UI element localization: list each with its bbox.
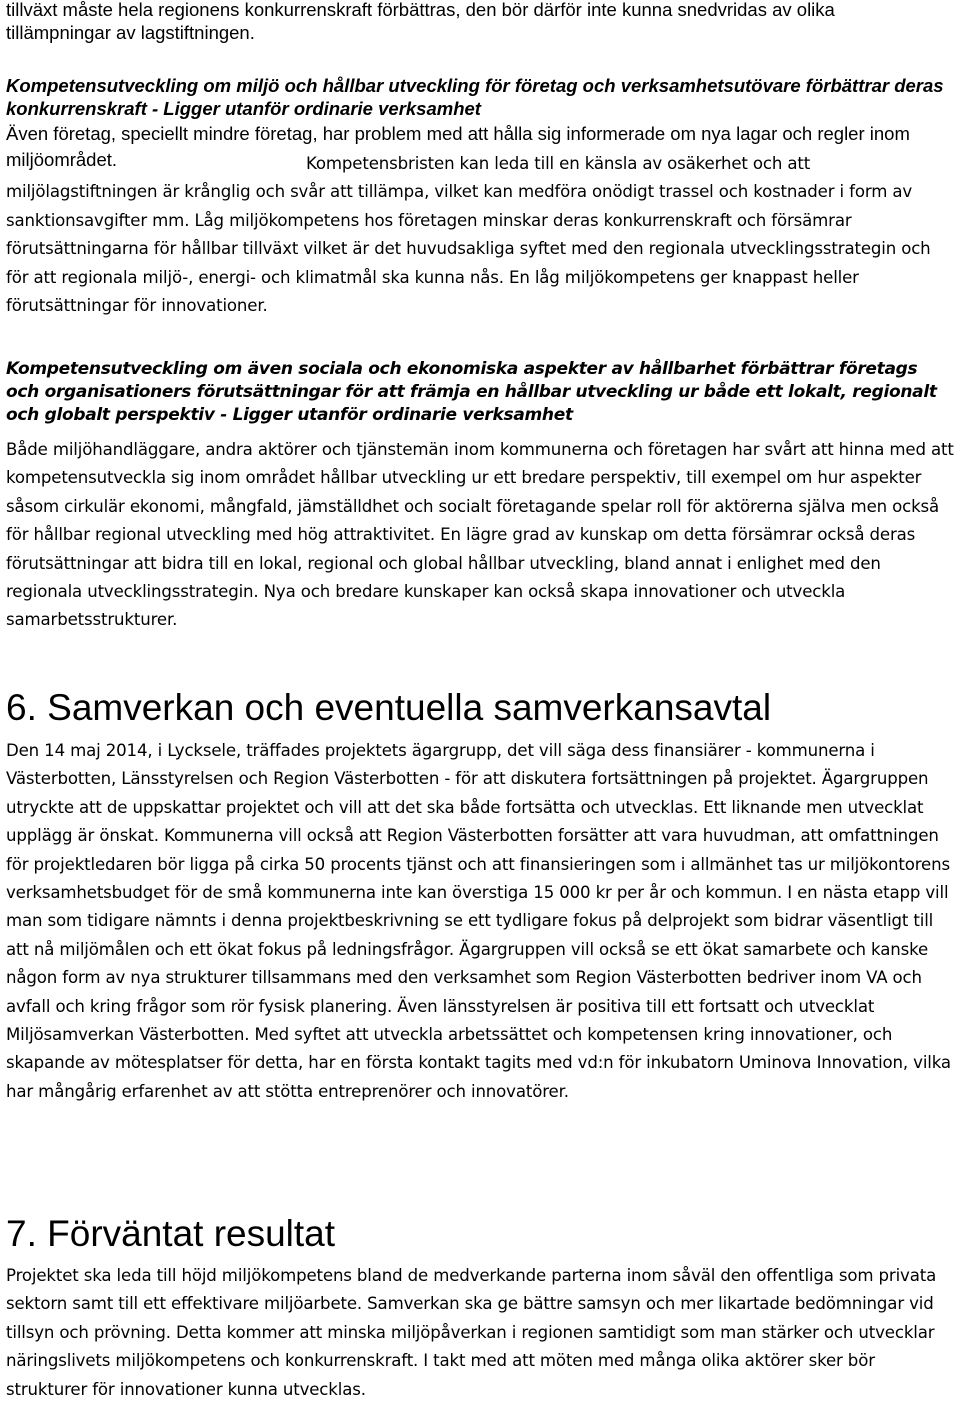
section-6-heading: 6. Samverkan och eventuella samverkansavtal: [6, 687, 772, 728]
section-6-paragraph: Den 14 maj 2014, i Lycksele, träffades projektets ägargrupp, det vill säga dess finansiärer - kommunerna i Västerbotten, Länsstyrelsen och Region Västerbotten - för att diskutera fortsättningen på projektet. Ägargruppen utryckte att de uppskattar projektet och vill att det ska både fortsätta och utvecklas. Ett liknande men utvecklat upplägg är önskat. Kommunerna vill också att Region Västerbotten forsätter att vara huvudman, att omfattningen för projektledaren bör ligga på cirka 50 procents tjänst och att finansieringen som i allmänhet tas ur miljökontorens verksamhetsbudget för de små kommunerna inte kan överstiga 15 000 kr per år och kommun. I en nästa etapp vill man som tidigare nämnts i denna projektbeskrivning se ett tydligare fokus på delprojekt som bidrar väsentligt till att nå miljömålen och ett ökat fokus på ledningsfrågor. Ägargruppen vill också se ett ökat samarbete och kanske någon form av nya strukturer tillsammans med den verksamhet som Region Västerbotten bedriver inom VA och avfall och kring frågor som rör fysisk planering. Även länsstyrelsen är positiva till ett fortsatt och utvecklat Miljösamverkan Västerbotten. Med syftet att utveckla arbetssättet och kompetensen kring innovationer, och skapande av mötesplatser för detta, har en första kontakt tagits med vd:n för inkubatorn Uminova Innovation, vilka har mångårig erfarenhet av att stötta entreprenörer och innovatörer.: [6, 741, 951, 1101]
intro-paragraph: tillväxt måste hela regionens konkurrenskraft förbättras, den bör därför inte kunna snedvridas av olika tillämpningar av lagstiftningen.: [6, 0, 835, 43]
section-social-paragraph: Både miljöhandläggare, andra aktörer och tjänstemän inom kommunerna och företagen har svårt att hinna med att kompetensutveckla sig inom området hållbar utveckling ur ett bredare perspektiv, till exempel om hur aspekter såsom cirkulär ekonomi, mångfald, jämställdhet och socialt företagande spelar roll för aktörerna själva men också för hållbar regional utveckling med hög attraktivitet. En lägre grad av kunskap om detta försämrar också deras förutsättningar att bidra till en lokal, regional och global hållbar utveckling, bland annat i enlighet med den regionala utvecklingsstrategin. Nya och bredare kunskaper kan också skapa innovationer och utveckla samarbetsstrukturer.: [6, 440, 954, 630]
section-env-heading: Kompetensutveckling om miljö och hållbar utveckling för företag och verksamhetsutövare förbättrar deras konkurrenskraft - Ligger utanför ordinarie verksamhet: [6, 75, 944, 119]
section-env-paragraph-a: Även företag, speciellt mindre företag, har problem med att hålla sig informerade om nya lagar och regler inom miljöområdet.: [6, 123, 910, 170]
section-7-paragraph: Projektet ska leda till höjd miljökompetens bland de medverkande parterna inom såväl den offentliga som privata sektorn samt till ett effektivare miljöarbete. Samverkan ska ge bättre samsyn och mer likartade bedömningar vid tillsyn och prövning. Detta kommer att minska miljöpåverkan i regionen samtidigt som man stärker och utvecklar näringslivets miljökompetens och konkurrenskraft. I takt med att möten med många olika aktörer sker bör strukturer för innovationer kunna utvecklas.: [6, 1266, 937, 1399]
section-7-heading: 7. Förväntat resultat: [6, 1213, 336, 1254]
section-env-paragraph-b: Kompetensbristen kan leda till en känsla av osäkerhet och att miljölagstiftningen är krånglig och svår att tillämpa, vilket kan medföra onödigt trassel och kostnader i form av sanktionsavgifter mm. Låg miljökompetens hos företagen minskar deras konkurrenskraft och försämrar förutsättningarna för hållbar tillväxt vilket är det huvudsakliga syftet med den regionala utvecklingsstrategin och för att regionala miljö-, energi- och klimatmål ska kunna nås. En låg miljökompetens ger knappast heller förutsättningar för innovationer.: [6, 154, 931, 316]
section-social-heading: Kompetensutveckling om även sociala och ekonomiska aspekter av hållbarhet förbättrar företags och organisationers förutsättningar för att främja en hållbar utveckling ur både ett lokalt, regionalt och globalt perspektiv - Ligger utanför ordinarie verksamhet: [6, 359, 937, 425]
